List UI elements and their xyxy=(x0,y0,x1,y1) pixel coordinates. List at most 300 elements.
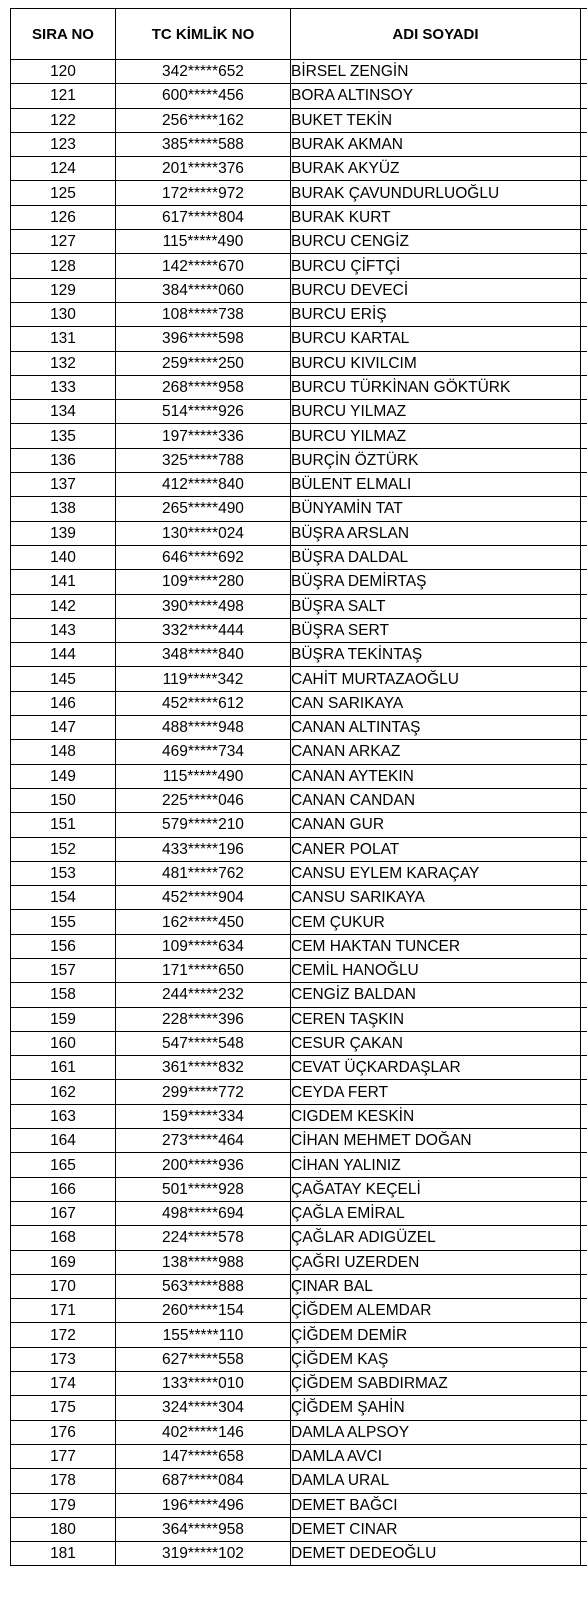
adi-soyadi-cell: BÜŞRA DEMİRTAŞ xyxy=(291,570,581,594)
sira-no-cell: 168 xyxy=(11,1226,116,1250)
header-adi-soyadi: ADI SOYADI xyxy=(291,9,581,60)
table-row xyxy=(11,473,587,497)
adi-soyadi-cell: BURCU DEVECİ xyxy=(291,278,581,302)
table-row xyxy=(11,327,587,351)
roster-table xyxy=(10,8,587,1566)
tc-kimlik-no-cell: 265*****490 xyxy=(116,497,291,521)
cut-off-cell xyxy=(581,594,587,618)
sira-no-cell: 155 xyxy=(11,910,116,934)
sira-no-cell: 149 xyxy=(11,764,116,788)
adi-soyadi-cell: ÇİĞDEM ALEMDAR xyxy=(291,1299,581,1323)
cut-off-cell xyxy=(581,424,587,448)
adi-soyadi-cell: DEMET DEDEOĞLU xyxy=(291,1542,581,1566)
table-row xyxy=(11,1444,587,1468)
cut-off-cell xyxy=(581,400,587,424)
cut-off-cell xyxy=(581,545,587,569)
table-row xyxy=(11,983,587,1007)
adi-soyadi-cell: CANAN CANDAN xyxy=(291,788,581,812)
adi-soyadi-cell: CANSU SARIKAYA xyxy=(291,886,581,910)
tc-kimlik-no-cell: 579*****210 xyxy=(116,813,291,837)
sira-no-cell: 147 xyxy=(11,716,116,740)
adi-soyadi-cell: DEMET CINAR xyxy=(291,1517,581,1541)
cut-off-cell xyxy=(581,1056,587,1080)
table-row xyxy=(11,788,587,812)
adi-soyadi-cell: CENGİZ BALDAN xyxy=(291,983,581,1007)
sira-no-cell: 138 xyxy=(11,497,116,521)
table-row xyxy=(11,667,587,691)
adi-soyadi-cell: BÜŞRA SERT xyxy=(291,618,581,642)
tc-kimlik-no-cell: 514*****926 xyxy=(116,400,291,424)
adi-soyadi-cell: BÜNYAMİN TAT xyxy=(291,497,581,521)
table-row xyxy=(11,813,587,837)
sira-no-cell: 165 xyxy=(11,1153,116,1177)
table-row xyxy=(11,570,587,594)
cut-off-cell xyxy=(581,1517,587,1541)
sira-no-cell: 122 xyxy=(11,108,116,132)
tc-kimlik-no-cell: 108*****738 xyxy=(116,302,291,326)
sira-no-cell: 142 xyxy=(11,594,116,618)
table-row xyxy=(11,497,587,521)
tc-kimlik-no-cell: 201*****376 xyxy=(116,157,291,181)
table-row xyxy=(11,521,587,545)
tc-kimlik-no-cell: 547*****548 xyxy=(116,1031,291,1055)
adi-soyadi-cell: BURAK KURT xyxy=(291,205,581,229)
tc-kimlik-no-cell: 646*****692 xyxy=(116,545,291,569)
sira-no-cell: 175 xyxy=(11,1396,116,1420)
adi-soyadi-cell: ÇAĞLA EMİRAL xyxy=(291,1201,581,1225)
cut-off-cell xyxy=(581,1153,587,1177)
table-row xyxy=(11,691,587,715)
adi-soyadi-cell: ÇİĞDEM ŞAHİN xyxy=(291,1396,581,1420)
table-row xyxy=(11,1007,587,1031)
sira-no-cell: 136 xyxy=(11,448,116,472)
sira-no-cell: 141 xyxy=(11,570,116,594)
cut-off-cell xyxy=(581,740,587,764)
tc-kimlik-no-cell: 260*****154 xyxy=(116,1299,291,1323)
tc-kimlik-no-cell: 563*****888 xyxy=(116,1274,291,1298)
cut-off-cell xyxy=(581,716,587,740)
table-row xyxy=(11,1080,587,1104)
tc-kimlik-no-cell: 224*****578 xyxy=(116,1226,291,1250)
cut-off-cell xyxy=(581,837,587,861)
table-row xyxy=(11,837,587,861)
sira-no-cell: 151 xyxy=(11,813,116,837)
tc-kimlik-no-cell: 348*****840 xyxy=(116,643,291,667)
adi-soyadi-cell: CEM ÇUKUR xyxy=(291,910,581,934)
sira-no-cell: 173 xyxy=(11,1347,116,1371)
sira-no-cell: 145 xyxy=(11,667,116,691)
adi-soyadi-cell: BURCU YILMAZ xyxy=(291,400,581,424)
sira-no-cell: 172 xyxy=(11,1323,116,1347)
adi-soyadi-cell: CESUR ÇAKAN xyxy=(291,1031,581,1055)
sira-no-cell: 166 xyxy=(11,1177,116,1201)
adi-soyadi-cell: BURCU ÇİFTÇİ xyxy=(291,254,581,278)
table-row xyxy=(11,84,587,108)
adi-soyadi-cell: BURCU KIVILCIM xyxy=(291,351,581,375)
tc-kimlik-no-cell: 319*****102 xyxy=(116,1542,291,1566)
cut-off-cell xyxy=(581,132,587,156)
table-row xyxy=(11,958,587,982)
table-row xyxy=(11,1031,587,1055)
adi-soyadi-cell: CANER POLAT xyxy=(291,837,581,861)
cut-off-cell xyxy=(581,691,587,715)
table-row xyxy=(11,1517,587,1541)
cut-off-cell xyxy=(581,813,587,837)
adi-soyadi-cell: BÜŞRA DALDAL xyxy=(291,545,581,569)
cut-off-cell xyxy=(581,1469,587,1493)
adi-soyadi-cell: CİHAN MEHMET DOĞAN xyxy=(291,1129,581,1153)
cut-off-cell xyxy=(581,861,587,885)
tc-kimlik-no-cell: 498*****694 xyxy=(116,1201,291,1225)
sira-no-cell: 163 xyxy=(11,1104,116,1128)
tc-kimlik-no-cell: 627*****558 xyxy=(116,1347,291,1371)
cut-off-cell xyxy=(581,934,587,958)
tc-kimlik-no-cell: 256*****162 xyxy=(116,108,291,132)
cut-off-cell xyxy=(581,205,587,229)
cut-off-cell xyxy=(581,1396,587,1420)
tc-kimlik-no-cell: 600*****456 xyxy=(116,84,291,108)
tc-kimlik-no-cell: 617*****804 xyxy=(116,205,291,229)
table-row xyxy=(11,643,587,667)
sira-no-cell: 156 xyxy=(11,934,116,958)
sira-no-cell: 160 xyxy=(11,1031,116,1055)
sira-no-cell: 144 xyxy=(11,643,116,667)
table-row xyxy=(11,254,587,278)
cut-off-cell xyxy=(581,181,587,205)
sira-no-cell: 174 xyxy=(11,1372,116,1396)
table-row xyxy=(11,302,587,326)
sira-no-cell: 130 xyxy=(11,302,116,326)
header-tc-kimlik-no: TC KİMLİK NO xyxy=(116,9,291,60)
sira-no-cell: 139 xyxy=(11,521,116,545)
table-row xyxy=(11,108,587,132)
adi-soyadi-cell: CANAN GUR xyxy=(291,813,581,837)
adi-soyadi-cell: CİHAN YALINIZ xyxy=(291,1153,581,1177)
table-row xyxy=(11,1420,587,1444)
adi-soyadi-cell: CANAN AYTEKIN xyxy=(291,764,581,788)
table-row xyxy=(11,1177,587,1201)
adi-soyadi-cell: CANSU EYLEM KARAÇAY xyxy=(291,861,581,885)
tc-kimlik-no-cell: 364*****958 xyxy=(116,1517,291,1541)
adi-soyadi-cell: ÇİĞDEM DEMİR xyxy=(291,1323,581,1347)
adi-soyadi-cell: CEM HAKTAN TUNCER xyxy=(291,934,581,958)
sira-no-cell: 133 xyxy=(11,375,116,399)
sira-no-cell: 161 xyxy=(11,1056,116,1080)
table-row xyxy=(11,1469,587,1493)
table-row xyxy=(11,1250,587,1274)
table-row xyxy=(11,1226,587,1250)
table-row xyxy=(11,278,587,302)
tc-kimlik-no-cell: 228*****396 xyxy=(116,1007,291,1031)
adi-soyadi-cell: ÇINAR BAL xyxy=(291,1274,581,1298)
sira-no-cell: 134 xyxy=(11,400,116,424)
adi-soyadi-cell: BUKET TEKİN xyxy=(291,108,581,132)
sira-no-cell: 129 xyxy=(11,278,116,302)
adi-soyadi-cell: BİRSEL ZENGİN xyxy=(291,60,581,84)
cut-off-cell xyxy=(581,1129,587,1153)
sira-no-cell: 164 xyxy=(11,1129,116,1153)
table-row xyxy=(11,400,587,424)
table-row xyxy=(11,60,587,84)
sira-no-cell: 128 xyxy=(11,254,116,278)
cut-off-cell xyxy=(581,448,587,472)
cut-off-cell xyxy=(581,764,587,788)
cut-off-cell xyxy=(581,886,587,910)
tc-kimlik-no-cell: 402*****146 xyxy=(116,1420,291,1444)
sira-no-cell: 153 xyxy=(11,861,116,885)
tc-kimlik-no-cell: 133*****010 xyxy=(116,1372,291,1396)
cut-off-cell xyxy=(581,983,587,1007)
sira-no-cell: 146 xyxy=(11,691,116,715)
adi-soyadi-cell: CEMİL HANOĞLU xyxy=(291,958,581,982)
sira-no-cell: 143 xyxy=(11,618,116,642)
adi-soyadi-cell: BURAK ÇAVUNDURLUOĞLU xyxy=(291,181,581,205)
adi-soyadi-cell: BURCU TÜRKİNAN GÖKTÜRK xyxy=(291,375,581,399)
sira-no-cell: 148 xyxy=(11,740,116,764)
sira-no-cell: 152 xyxy=(11,837,116,861)
cut-off-cell xyxy=(581,497,587,521)
tc-kimlik-no-cell: 259*****250 xyxy=(116,351,291,375)
tc-kimlik-no-cell: 171*****650 xyxy=(116,958,291,982)
adi-soyadi-cell: DAMLA AVCI xyxy=(291,1444,581,1468)
adi-soyadi-cell: DAMLA ALPSOY xyxy=(291,1420,581,1444)
table-row xyxy=(11,618,587,642)
adi-soyadi-cell: ÇİĞDEM KAŞ xyxy=(291,1347,581,1371)
adi-soyadi-cell: DEMET BAĞCI xyxy=(291,1493,581,1517)
cut-off-cell xyxy=(581,1372,587,1396)
sira-no-cell: 150 xyxy=(11,788,116,812)
table-row xyxy=(11,1493,587,1517)
cut-off-cell xyxy=(581,60,587,84)
table-row xyxy=(11,764,587,788)
sira-no-cell: 180 xyxy=(11,1517,116,1541)
table-row xyxy=(11,1323,587,1347)
table-row xyxy=(11,448,587,472)
table-row xyxy=(11,181,587,205)
table-row xyxy=(11,910,587,934)
cut-off-cell xyxy=(581,618,587,642)
cut-off-cell xyxy=(581,1007,587,1031)
table-row xyxy=(11,157,587,181)
tc-kimlik-no-cell: 412*****840 xyxy=(116,473,291,497)
tc-kimlik-no-cell: 384*****060 xyxy=(116,278,291,302)
cut-off-cell xyxy=(581,108,587,132)
tc-kimlik-no-cell: 138*****988 xyxy=(116,1250,291,1274)
cut-off-cell xyxy=(581,643,587,667)
cut-off-cell xyxy=(581,473,587,497)
adi-soyadi-cell: BURCU YILMAZ xyxy=(291,424,581,448)
tc-kimlik-no-cell: 200*****936 xyxy=(116,1153,291,1177)
sira-no-cell: 177 xyxy=(11,1444,116,1468)
adi-soyadi-cell: BURAK AKYÜZ xyxy=(291,157,581,181)
adi-soyadi-cell: BURCU CENGİZ xyxy=(291,230,581,254)
tc-kimlik-no-cell: 332*****444 xyxy=(116,618,291,642)
adi-soyadi-cell: BURCU KARTAL xyxy=(291,327,581,351)
sira-no-cell: 132 xyxy=(11,351,116,375)
cut-off-cell xyxy=(581,1420,587,1444)
cut-off-cell xyxy=(581,1226,587,1250)
tc-kimlik-no-cell: 469*****734 xyxy=(116,740,291,764)
tc-kimlik-no-cell: 172*****972 xyxy=(116,181,291,205)
tc-kimlik-no-cell: 115*****490 xyxy=(116,230,291,254)
table-row xyxy=(11,716,587,740)
tc-kimlik-no-cell: 273*****464 xyxy=(116,1129,291,1153)
cut-off-cell xyxy=(581,84,587,108)
sira-no-cell: 131 xyxy=(11,327,116,351)
table-row xyxy=(11,1104,587,1128)
sira-no-cell: 159 xyxy=(11,1007,116,1031)
tc-kimlik-no-cell: 324*****304 xyxy=(116,1396,291,1420)
adi-soyadi-cell: CANAN ARKAZ xyxy=(291,740,581,764)
cut-off-cell xyxy=(581,1201,587,1225)
adi-soyadi-cell: BURCU ERİŞ xyxy=(291,302,581,326)
sira-no-cell: 158 xyxy=(11,983,116,1007)
tc-kimlik-no-cell: 155*****110 xyxy=(116,1323,291,1347)
tc-kimlik-no-cell: 147*****658 xyxy=(116,1444,291,1468)
tc-kimlik-no-cell: 268*****958 xyxy=(116,375,291,399)
tc-kimlik-no-cell: 452*****612 xyxy=(116,691,291,715)
cut-off-cell xyxy=(581,351,587,375)
adi-soyadi-cell: ÇAĞATAY KEÇELİ xyxy=(291,1177,581,1201)
cut-off-cell xyxy=(581,1299,587,1323)
table-row xyxy=(11,594,587,618)
header-row xyxy=(11,9,587,60)
adi-soyadi-cell: BÜLENT ELMALI xyxy=(291,473,581,497)
cut-off-cell xyxy=(581,230,587,254)
adi-soyadi-cell: BORA ALTINSOY xyxy=(291,84,581,108)
tc-kimlik-no-cell: 452*****904 xyxy=(116,886,291,910)
adi-soyadi-cell: CAN SARIKAYA xyxy=(291,691,581,715)
sira-no-cell: 124 xyxy=(11,157,116,181)
adi-soyadi-cell: BÜŞRA SALT xyxy=(291,594,581,618)
cut-off-cell xyxy=(581,1493,587,1517)
tc-kimlik-no-cell: 196*****496 xyxy=(116,1493,291,1517)
tc-kimlik-no-cell: 361*****832 xyxy=(116,1056,291,1080)
header-cut-off-column xyxy=(581,9,587,60)
tc-kimlik-no-cell: 433*****196 xyxy=(116,837,291,861)
cut-off-cell xyxy=(581,1031,587,1055)
sira-no-cell: 181 xyxy=(11,1542,116,1566)
tc-kimlik-no-cell: 159*****334 xyxy=(116,1104,291,1128)
tc-kimlik-no-cell: 142*****670 xyxy=(116,254,291,278)
adi-soyadi-cell: ÇAĞLAR ADIGÜZEL xyxy=(291,1226,581,1250)
table-row xyxy=(11,861,587,885)
table-row xyxy=(11,1347,587,1371)
sira-no-cell: 121 xyxy=(11,84,116,108)
tc-kimlik-no-cell: 244*****232 xyxy=(116,983,291,1007)
adi-soyadi-cell: CEYDA FERT xyxy=(291,1080,581,1104)
table-row xyxy=(11,1542,587,1566)
tc-kimlik-no-cell: 501*****928 xyxy=(116,1177,291,1201)
roster-body xyxy=(11,60,587,1566)
table-row xyxy=(11,1396,587,1420)
cut-off-cell xyxy=(581,1347,587,1371)
sira-no-cell: 125 xyxy=(11,181,116,205)
adi-soyadi-cell: CANAN ALTINTAŞ xyxy=(291,716,581,740)
tc-kimlik-no-cell: 225*****046 xyxy=(116,788,291,812)
adi-soyadi-cell: BÜŞRA ARSLAN xyxy=(291,521,581,545)
table-row xyxy=(11,1372,587,1396)
cut-off-cell xyxy=(581,254,587,278)
table-row xyxy=(11,375,587,399)
sira-no-cell: 140 xyxy=(11,545,116,569)
cut-off-cell xyxy=(581,1444,587,1468)
tc-kimlik-no-cell: 488*****948 xyxy=(116,716,291,740)
cut-off-cell xyxy=(581,570,587,594)
sira-no-cell: 167 xyxy=(11,1201,116,1225)
adi-soyadi-cell: ÇAĞRI UZERDEN xyxy=(291,1250,581,1274)
adi-soyadi-cell: DAMLA URAL xyxy=(291,1469,581,1493)
tc-kimlik-no-cell: 481*****762 xyxy=(116,861,291,885)
tc-kimlik-no-cell: 109*****634 xyxy=(116,934,291,958)
cut-off-cell xyxy=(581,1080,587,1104)
sira-no-cell: 162 xyxy=(11,1080,116,1104)
tc-kimlik-no-cell: 325*****788 xyxy=(116,448,291,472)
table-row xyxy=(11,205,587,229)
tc-kimlik-no-cell: 109*****280 xyxy=(116,570,291,594)
sira-no-cell: 176 xyxy=(11,1420,116,1444)
sira-no-cell: 171 xyxy=(11,1299,116,1323)
sira-no-cell: 137 xyxy=(11,473,116,497)
cut-off-cell xyxy=(581,910,587,934)
table-row xyxy=(11,886,587,910)
table-row xyxy=(11,1299,587,1323)
sira-no-cell: 157 xyxy=(11,958,116,982)
tc-kimlik-no-cell: 197*****336 xyxy=(116,424,291,448)
table-row xyxy=(11,1129,587,1153)
table-row xyxy=(11,1153,587,1177)
adi-soyadi-cell: CEREN TAŞKIN xyxy=(291,1007,581,1031)
cut-off-cell xyxy=(581,375,587,399)
cut-off-cell xyxy=(581,1323,587,1347)
cut-off-cell xyxy=(581,1542,587,1566)
tc-kimlik-no-cell: 130*****024 xyxy=(116,521,291,545)
tc-kimlik-no-cell: 390*****498 xyxy=(116,594,291,618)
sira-no-cell: 170 xyxy=(11,1274,116,1298)
adi-soyadi-cell: ÇİĞDEM SABDIRMAZ xyxy=(291,1372,581,1396)
table-row xyxy=(11,1201,587,1225)
cut-off-cell xyxy=(581,667,587,691)
header-sira-no: SIRA NO xyxy=(11,9,116,60)
tc-kimlik-no-cell: 687*****084 xyxy=(116,1469,291,1493)
sira-no-cell: 123 xyxy=(11,132,116,156)
cut-off-cell xyxy=(581,1274,587,1298)
table-row xyxy=(11,424,587,448)
tc-kimlik-no-cell: 162*****450 xyxy=(116,910,291,934)
table-row xyxy=(11,351,587,375)
cut-off-cell xyxy=(581,302,587,326)
table-row xyxy=(11,230,587,254)
sira-no-cell: 178 xyxy=(11,1469,116,1493)
cut-off-cell xyxy=(581,157,587,181)
adi-soyadi-cell: BÜŞRA TEKİNTAŞ xyxy=(291,643,581,667)
tc-kimlik-no-cell: 119*****342 xyxy=(116,667,291,691)
adi-soyadi-cell: CIGDEM KESKİN xyxy=(291,1104,581,1128)
table-row xyxy=(11,1056,587,1080)
cut-off-cell xyxy=(581,327,587,351)
table-row xyxy=(11,132,587,156)
cut-off-cell xyxy=(581,958,587,982)
sira-no-cell: 127 xyxy=(11,230,116,254)
table-row xyxy=(11,740,587,764)
sira-no-cell: 120 xyxy=(11,60,116,84)
sira-no-cell: 179 xyxy=(11,1493,116,1517)
cut-off-cell xyxy=(581,521,587,545)
sira-no-cell: 135 xyxy=(11,424,116,448)
adi-soyadi-cell: BURÇİN ÖZTÜRK xyxy=(291,448,581,472)
table-row xyxy=(11,934,587,958)
table-row xyxy=(11,1274,587,1298)
